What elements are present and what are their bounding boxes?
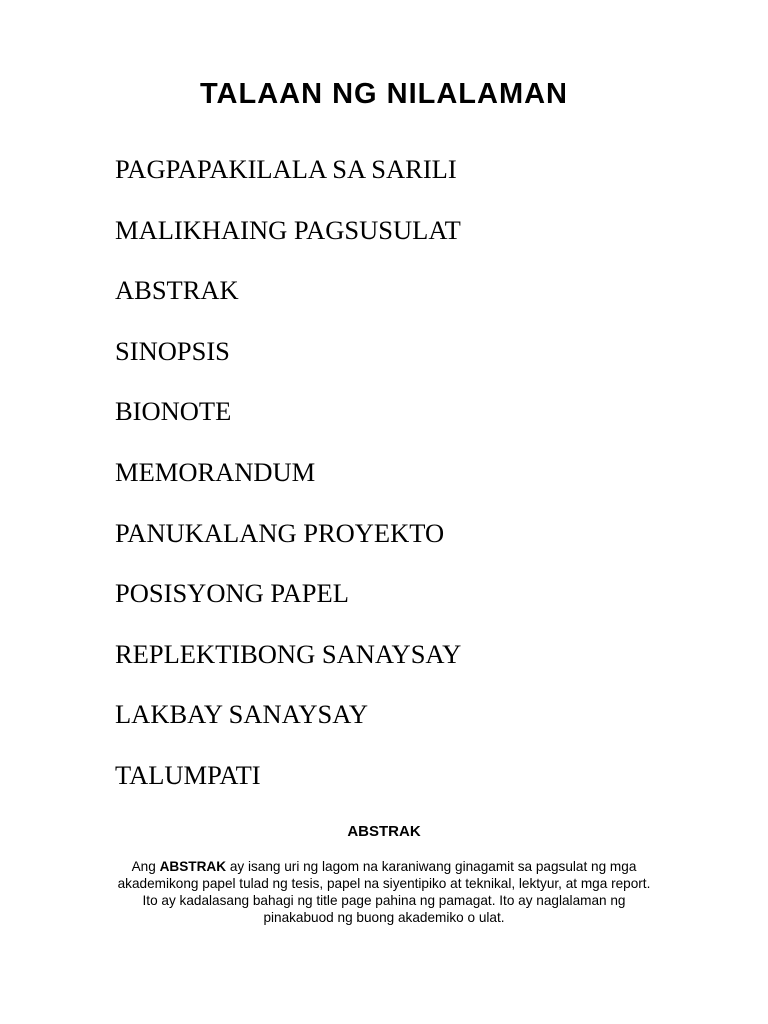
toc-item: MEMORANDUM (115, 456, 316, 487)
table-of-contents (115, 151, 461, 818)
toc-item: MALIKHAING PAGSUSULAT (115, 214, 461, 245)
section-body-lead: Ang (131, 859, 160, 874)
toc-item: BIONOTE (115, 396, 232, 427)
toc-item: SINOPSIS (115, 335, 230, 366)
section-heading: ABSTRAK (347, 823, 421, 840)
section-body (110, 858, 658, 926)
section-body-bold-term: ABSTRAK (159, 859, 227, 874)
section-body-text: ay isang uri ng lagom na karaniwang ginagamit sa pagsulat ng mga akademikong papel tulad ng tesis, papel na siyentipiko at teknikal, lektyur, at mga report. Ito ay kadalasang bahagi ng title page pahina ng pamagat. Ito ay naglalaman ng pinakabuod ng buong akademiko o ulat. (117, 859, 651, 925)
toc-item: ABSTRAK (115, 275, 239, 306)
toc-item: REPLEKTIBONG SANAYSAY (115, 638, 462, 669)
toc-item: POSISYONG PAPEL (115, 578, 349, 609)
toc-item: LAKBAY SANAYSAY (115, 699, 369, 730)
page-title: TALAAN NG NILALAMAN (199, 78, 569, 110)
toc-item: PAGPAPAKILALA SA SARILI (115, 154, 457, 184)
toc-item: TALUMPATI (115, 759, 261, 790)
toc-item: PANUKALANG PROYEKTO (115, 517, 445, 548)
